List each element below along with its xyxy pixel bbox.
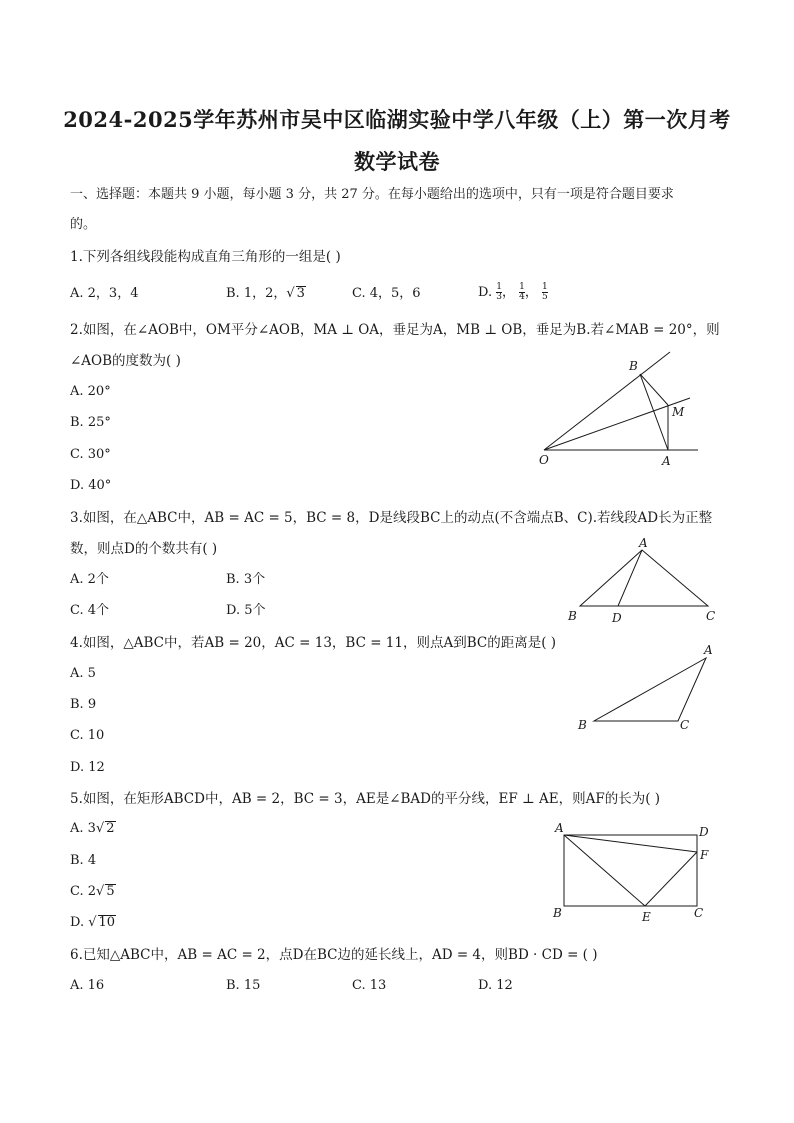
q6-option-a: A. 16 (70, 978, 105, 993)
exam-title: 2024-2025学年苏州市吴中区临湖实验中学八年级（上）第一次月考 (63, 107, 731, 132)
q3-label-a: A (639, 536, 648, 550)
q3-segment-ad (618, 550, 642, 606)
q5-label-e: E (642, 910, 651, 924)
q2-stem-line2: ∠AOB的度数为( ) (70, 353, 181, 369)
q5-option-a: A. 3√ 2 (70, 821, 115, 836)
q5-label-f: F (700, 848, 709, 862)
q2-segment-bm-a (640, 374, 668, 450)
q5-option-d-radicand: 10 (98, 915, 116, 930)
q5-label-b: B (553, 906, 562, 920)
q5-option-d: D. √ 10 (70, 915, 116, 930)
q2-stem-line1: 2.如图，在∠AOB中，OM平分∠AOB，MA ⊥ OA，垂足为A，MB ⊥ OB，垂足为B.若∠MAB = 20°，则 (70, 322, 720, 338)
q5-option-a-prefix: A. 3 (70, 821, 96, 836)
q2-label-o: O (539, 453, 549, 467)
q4-option-c: C. 10 (70, 728, 105, 743)
q5-label-d: D (699, 825, 709, 839)
q5-option-c: C. 2√ 5 (70, 884, 115, 899)
q3-option-d: D. 5个 (226, 603, 266, 618)
q2-label-a: A (662, 454, 671, 468)
q2-angle-figure (530, 348, 710, 473)
q2-segment-mb (640, 374, 668, 405)
q3-option-c: C. 4个 (70, 603, 110, 618)
q4-option-d: D. 12 (70, 760, 105, 775)
q3-option-b: B. 3个 (226, 572, 266, 587)
q5-segment-ae (564, 835, 645, 906)
q3-label-b: B (568, 609, 577, 623)
q4-triangle-abc (594, 658, 706, 721)
q3-option-a: A. 2个 (70, 572, 109, 587)
q3-label-d: D (612, 611, 622, 625)
q2-option-a: A. 20° (70, 384, 111, 399)
q5-option-d-prefix: D. (70, 915, 89, 930)
q6-option-c: C. 13 (352, 978, 387, 993)
q3-triangle-abc (580, 550, 708, 606)
q2-label-b: B (629, 359, 638, 373)
q3-stem-line1: 3.如图，在△ABC中，AB = AC = 5，BC = 8，D是线段BC上的动点(不含端点B、C).若线段AD长为正整 (70, 510, 713, 526)
q6-stem: 6.已知△ABC中，AB = AC = 2，点D在BC边的延长线上，AD = 4，则BD · CD = ( ) (70, 947, 598, 963)
q3-stem-line2: 数，则点D的个数共有( ) (70, 541, 218, 557)
q1-option-b: B. 1，2，√ 3 (226, 286, 305, 301)
q1-option-b-prefix: B. 1，2， (226, 286, 287, 301)
q5-rectangle-abcd (564, 835, 697, 906)
q3-label-c: C (706, 609, 716, 623)
q5-rectangle-figure (548, 818, 718, 928)
q4-stem: 4.如图，△ABC中，若AB = 20，AC = 13，BC = 11，则点A到BC的距离是( ) (70, 635, 557, 651)
q2-label-m: M (672, 405, 685, 419)
exam-subtitle: 数学试卷 (354, 149, 440, 174)
q1-option-a: A. 2，3，4 (70, 286, 139, 301)
q5-stem: 5.如图，在矩形ABCD中，AB = 2，BC = 3，AE是∠BAD的平分线，EF ⊥ AE，则AF的长为( ) (70, 791, 661, 807)
q5-segment-ef (645, 852, 697, 906)
q5-option-a-radicand: 2 (106, 821, 115, 836)
q1-fraction-2: $\frac{1}{4}$ (519, 282, 525, 302)
q3-triangle-figure (560, 536, 725, 628)
q1-stem: 1.下列各组线段能构成直角三角形的一组是( ) (70, 249, 341, 265)
q2-option-b: B. 25° (70, 415, 111, 430)
q2-ray-ob (544, 352, 670, 450)
q1-fraction-1: $\frac{1}{3}$ (496, 282, 502, 302)
section-instructions-line1: 一、选择题：本题共 9 小题，每小题 3 分，共 27 分。在每小题给出的选项中，只有一项是符合题目要求 (70, 187, 674, 202)
q2-option-c: C. 30° (70, 447, 111, 462)
q1-option-c: C. 4，5，6 (352, 286, 421, 301)
q1-fraction-3: $\frac{1}{5}$ (541, 282, 548, 302)
q5-option-b: B. 4 (70, 853, 97, 868)
q5-option-c-radicand: 5 (106, 884, 115, 899)
q2-option-d: D. 40° (70, 478, 112, 493)
q4-label-c: C (680, 718, 690, 732)
q1-option-d-prefix: D. (478, 285, 497, 300)
q4-triangle-figure (570, 640, 720, 736)
q4-option-b: B. 9 (70, 697, 97, 712)
q5-option-c-prefix: C. 2 (70, 884, 97, 899)
q4-label-a: A (704, 643, 713, 657)
q5-segment-af (564, 835, 697, 852)
q6-option-b: B. 15 (226, 978, 261, 993)
q5-label-a: A (555, 821, 564, 835)
section-instructions-line2: 的。 (70, 217, 97, 232)
q4-option-a: A. 5 (70, 666, 96, 681)
q1-option-b-radicand: 3 (296, 286, 305, 301)
q6-option-d: D. 12 (478, 978, 513, 993)
q1-option-d: D. $\frac{1}{3}$ ， $\frac{1}{4}$ ， $\frac{1}{5}$ (478, 282, 548, 302)
q5-label-c: C (694, 906, 704, 920)
q4-label-b: B (578, 718, 587, 732)
